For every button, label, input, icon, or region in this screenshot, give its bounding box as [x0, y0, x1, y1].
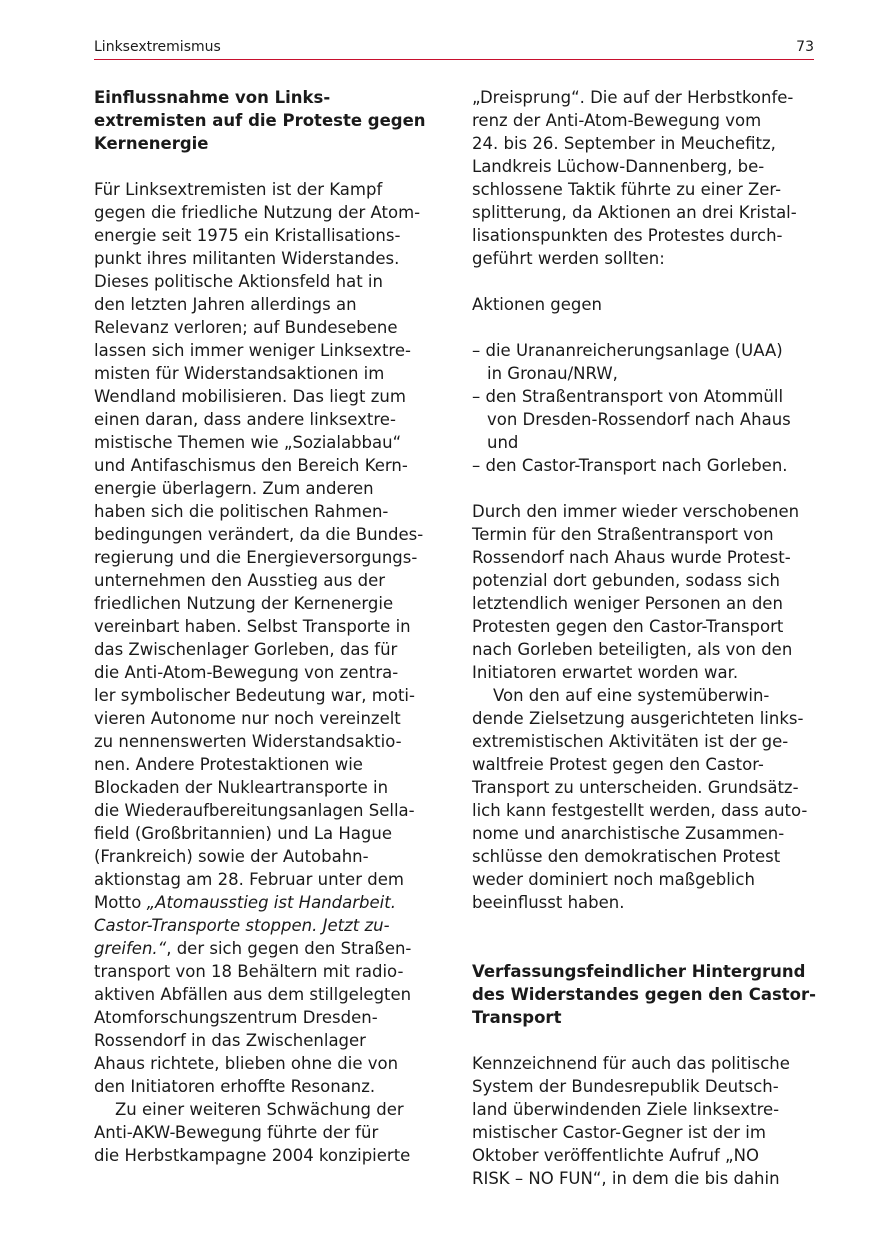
list-item-line: in Gronau/NRW,: [487, 364, 618, 383]
spacer: [472, 270, 820, 293]
text-line: energie überlagern. Zum anderen: [94, 479, 374, 498]
text-line: den letzten Jahren allerdings an: [94, 295, 357, 314]
text-line: die Anti-Atom-Bewegung von zentra-: [94, 663, 399, 682]
left-column: [94, 86, 442, 1167]
text-line: renz der Anti-Atom-Bewegung vom: [472, 111, 762, 130]
text-line: und Antifaschismus den Bereich Kern-: [94, 456, 408, 475]
section-heading-line: Transport: [472, 1008, 562, 1027]
text-line: Kennzeichnend für auch das politische: [472, 1054, 790, 1073]
text-line: lassen sich immer weniger Linksextre-: [94, 341, 411, 360]
text-line: Für Linksextremisten ist der Kampf: [94, 180, 383, 199]
text-line: Blockaden der Nukleartransporte in: [94, 778, 389, 797]
text-line: aktionstag am 28. Februar unter dem: [94, 870, 404, 889]
spacer: [472, 1029, 820, 1052]
list-intro: Aktionen gegen: [472, 295, 603, 314]
text-line: aktiven Abfällen aus dem stillgelegten: [94, 985, 412, 1004]
text-line: beeinflusst haben.: [472, 893, 625, 912]
section-heading-line: Verfassungsfeindlicher Hintergrund: [472, 962, 806, 981]
text-line: lisationspunkten des Protestes durch-: [472, 226, 783, 245]
text-line: „Dreisprung“. Die auf der Herbstkonfe-: [472, 88, 794, 107]
text-line: punkt ihres militanten Widerstandes.: [94, 249, 400, 268]
spacer: [472, 316, 820, 339]
text-line: geführt werden sollten:: [472, 249, 665, 268]
section-title: Linksextremismus: [94, 39, 221, 55]
motto-quote: Castor-Transporte stoppen. Jetzt zu-: [94, 916, 390, 935]
text-span: Motto: [94, 893, 147, 912]
right-column: [472, 86, 820, 1190]
text-line: potenzial dort gebunden, sodass sich: [472, 571, 780, 590]
text-line: Zu einer weiteren Schwächung der: [115, 1100, 404, 1119]
text-line: letztendlich weniger Personen an den: [472, 594, 783, 613]
text-line: die Wiederaufbereitungsanlagen Sella-: [94, 801, 415, 820]
running-header: [94, 38, 814, 60]
text-line: lich kann festgestellt werden, dass auto-: [472, 801, 808, 820]
text-line: waltfreie Protest gegen den Castor-: [472, 755, 764, 774]
text-span: , der sich gegen den Straßen-: [166, 939, 412, 958]
text-line: Atomforschungszentrum Dresden-: [94, 1008, 378, 1027]
text-line: nome und anarchistische Zusammen-: [472, 824, 785, 843]
text-line: Rossendorf nach Ahaus wurde Protest-: [472, 548, 791, 567]
text-line: den Initiatoren erhoffte Resonanz.: [94, 1077, 376, 1096]
section-heading-line: extremisten auf die Proteste gegen: [94, 111, 426, 130]
text-line: Wendland mobilisieren. Das liegt zum: [94, 387, 406, 406]
text-line: schlüsse den demokratischen Protest: [472, 847, 781, 866]
text-line: vereinbart haben. Selbst Transporte in: [94, 617, 411, 636]
list-item-line: von Dresden-Rossendorf nach Ahaus: [487, 410, 791, 429]
text-line: Landkreis Lüchow-Dannenberg, be-: [472, 157, 765, 176]
text-line: ler symbolischer Bedeutung war, moti-: [94, 686, 415, 705]
text-line: [94, 891, 442, 914]
text-line: nach Gorleben beteiligten, als von den: [472, 640, 793, 659]
text-line: weder dominiert noch maßgeblich: [472, 870, 755, 889]
text-line: Transport zu unterscheiden. Grundsätz-: [472, 778, 799, 797]
motto-quote: greifen.“: [94, 939, 167, 958]
list-item-line: – den Castor-Transport nach Gorleben.: [472, 456, 788, 475]
page-number: 73: [796, 39, 814, 55]
list-item-line: – die Urananreicherungsanlage (UAA): [472, 341, 783, 360]
text-line: [94, 937, 442, 960]
text-line: 24. bis 26. September in Meuchefitz,: [472, 134, 776, 153]
spacer: [472, 477, 820, 500]
text-line: Von den auf eine systemüberwin-: [493, 686, 770, 705]
spacer: [94, 155, 442, 178]
text-line: gegen die friedliche Nutzung der Atom-: [94, 203, 421, 222]
text-line: Relevanz verloren; auf Bundesebene: [94, 318, 398, 337]
text-line: Initiatoren erwartet worden war.: [472, 663, 739, 682]
text-line: Durch den immer wieder verschobenen: [472, 502, 800, 521]
text-line: Ahaus richtete, blieben ohne die von: [94, 1054, 399, 1073]
text-line: die Herbstkampagne 2004 konzipierte: [94, 1146, 411, 1165]
section-heading-line: Kernenergie: [94, 134, 209, 153]
text-line: Termin für den Straßentransport von: [472, 525, 774, 544]
text-line: Anti-AKW-Bewegung führte der für: [94, 1123, 379, 1142]
text-line: dende Zielsetzung ausgerichteten links-: [472, 709, 804, 728]
text-line: splitterung, da Aktionen an drei Kristal-: [472, 203, 797, 222]
list-item-line: – den Straßentransport von Atommüll: [472, 387, 784, 406]
text-line: Dieses politische Aktionsfeld hat in: [94, 272, 383, 291]
text-line: Oktober veröffentlichte Aufruf „NO: [472, 1146, 759, 1165]
text-line: (Frankreich) sowie der Autobahn-: [94, 847, 369, 866]
text-line: vieren Autonome nur noch vereinzelt: [94, 709, 401, 728]
text-line: energie seit 1975 ein Kristallisations-: [94, 226, 401, 245]
text-line: einen daran, dass andere linksextre-: [94, 410, 396, 429]
text-line: land überwindenden Ziele linksextre-: [472, 1100, 780, 1119]
text-line: misten für Widerstandsaktionen im: [94, 364, 385, 383]
text-line: bedingungen verändert, da die Bundes-: [94, 525, 424, 544]
text-line: field (Großbritannien) und La Hague: [94, 824, 392, 843]
text-line: Rossendorf in das Zwischenlager: [94, 1031, 366, 1050]
motto-quote: „Atomausstieg ist Handarbeit.: [146, 893, 396, 912]
text-line: transport von 18 Behältern mit radio-: [94, 962, 404, 981]
text-line: haben sich die politischen Rahmen-: [94, 502, 389, 521]
list-item-line: und: [487, 433, 519, 452]
text-line: das Zwischenlager Gorleben, das für: [94, 640, 398, 659]
text-line: schlossene Taktik führte zu einer Zer-: [472, 180, 782, 199]
text-line: zu nennenswerten Widerstandsaktio-: [94, 732, 402, 751]
text-line: Protesten gegen den Castor-Transport: [472, 617, 784, 636]
text-line: friedlichen Nutzung der Kernenergie: [94, 594, 394, 613]
spacer: [472, 937, 820, 960]
section-heading-line: Einflussnahme von Links-: [94, 88, 331, 107]
text-line: System der Bundesrepublik Deutsch-: [472, 1077, 779, 1096]
text-line: [94, 914, 442, 937]
text-line: unternehmen den Ausstieg aus der: [94, 571, 386, 590]
text-line: regierung und die Energieversorgungs-: [94, 548, 418, 567]
text-line: mistischer Castor-Gegner ist der im: [472, 1123, 766, 1142]
text-line: mistische Themen wie „Sozialabbau“: [94, 433, 402, 452]
text-line: RISK – NO FUN“, in dem die bis dahin: [472, 1169, 780, 1188]
section-heading-line: des Widerstandes gegen den Castor-: [472, 985, 816, 1004]
text-line: extremistischen Aktivitäten ist der ge-: [472, 732, 789, 751]
spacer: [472, 914, 820, 937]
text-line: nen. Andere Protestaktionen wie: [94, 755, 363, 774]
